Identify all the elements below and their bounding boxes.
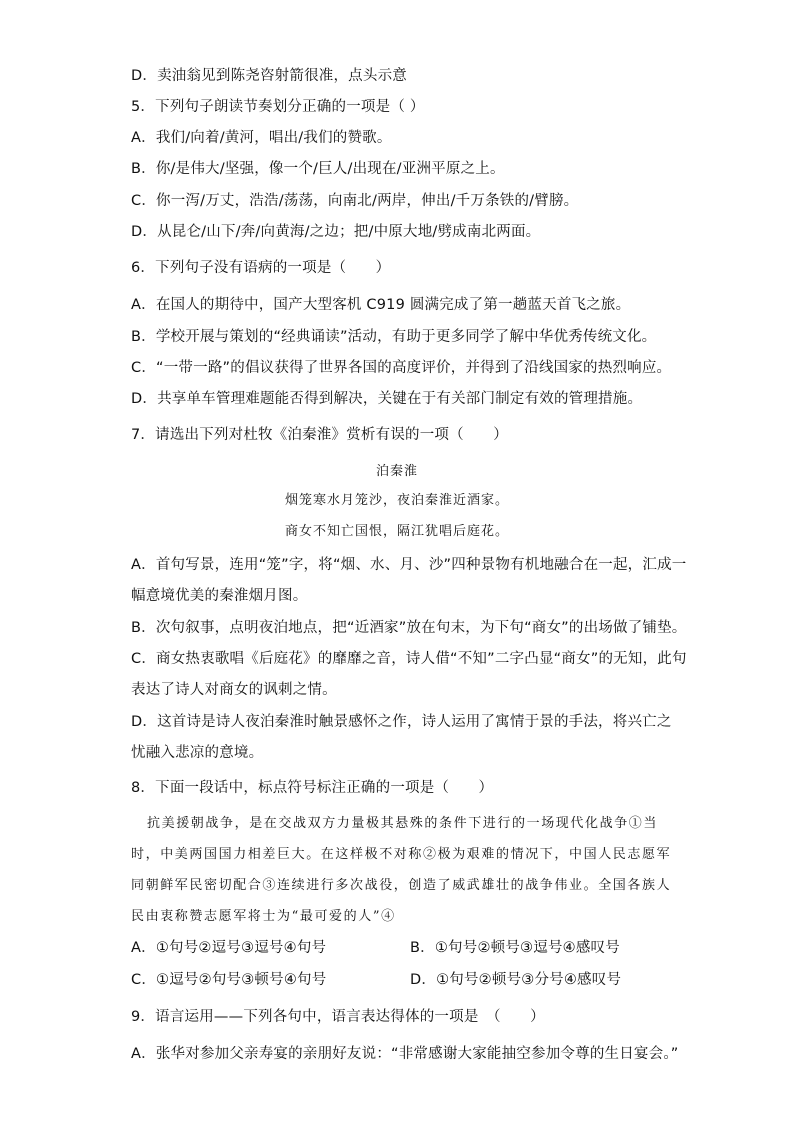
q6-stem: 6．下列句子没有语病的一项是（ ） <box>131 260 391 276</box>
q8-option-b: B．①句号②顿号③逗号④感叹号 <box>410 940 620 956</box>
q8-option-a: A．①句号②逗号③逗号④句号 <box>131 940 327 956</box>
q7-option-d-line2: 忧融入悲凉的意境。 <box>131 745 264 761</box>
q5-option-a: A．我们/向着/黄河，唱出/我们的赞歌。 <box>131 130 392 146</box>
q9-option-a: A．张华对参加父亲寿宴的亲朋好友说：“非常感谢大家能抽空参加令尊的生日宴会。” <box>131 1046 679 1062</box>
q8-option-d: D．①句号②顿号③分号④感叹号 <box>410 972 622 988</box>
poem-line-1: 烟笼寒水月笼沙，夜泊秦淮近酒家。 <box>284 493 509 508</box>
q6-option-b: B．学校开展与策划的“经典诵读”活动，有助于更多同学了解中华优秀传统文化。 <box>131 329 657 345</box>
q8-stem: 8．下面一段话中，标点符号标注正确的一项是（ ） <box>131 780 494 796</box>
poem-title: 泊秦淮 <box>375 464 418 479</box>
q7-option-b: B．次句叙事，点明夜泊地点，把“近酒家”放在句末，为下句“商女”的出场做了铺垫。 <box>131 620 687 636</box>
q5-option-d: D．从昆仑/山下/奔/向黄海/之边；把/中原大地/劈成南北两面。 <box>131 224 541 240</box>
q8-passage-line1: 抗美援朝战争，是在交战双方力量极其悬殊的条件下进行的一场现代化战争①当 <box>147 816 659 831</box>
q5-option-b: B．你/是伟大/坚强，像一个/巨人/出现在/亚洲平原之上。 <box>131 161 505 177</box>
q5-option-c: C．你一泻/万丈，浩浩/荡荡，向南北/两岸，伸出/千万条铁的/臂膀。 <box>131 193 579 209</box>
q8-passage-line3: 同朝鲜军民密切配合③连续进行多次战役，创造了威武雄壮的战争伟业。全国各族人 <box>131 878 672 893</box>
q6-option-d: D．共享单车管理难题能否得到解决，关键在于有关部门制定有效的管理措施。 <box>131 391 643 407</box>
poem-line-2: 商女不知亡国恨，隔江犹唱后庭花。 <box>284 524 509 539</box>
q9-stem: 9．语言运用——下列各句中，语言表达得体的一项是 （ ） <box>131 1009 545 1025</box>
q7-option-a-line2: 幅意境优美的秦淮烟月图。 <box>131 588 308 604</box>
q8-passage-line4: 民由衷称赞志愿军将士为“最可爱的人”④ <box>131 909 396 924</box>
q6-option-c: C．“一带一路”的倡议获得了世界各国的高度评价，并得到了沿线国家的热烈响应。 <box>131 360 672 376</box>
q8-option-c: C．①逗号②句号③顿号④句号 <box>131 972 327 988</box>
q6-option-a: A．在国人的期待中，国产大型客机 C919 圆满完成了第一趟蓝天首飞之旅。 <box>131 297 631 313</box>
q7-option-c-line1: C．商女热衷歌唱《后庭花》的靡靡之音，诗人借“不知”二字凸显“商女”的无知，此句 <box>131 651 687 667</box>
q7-stem: 7．请选出下列对杜牧《泊秦淮》赏析有误的一项（ ） <box>131 427 508 443</box>
q7-option-d-line1: D．这首诗是诗人夜泊秦淮时触景感怀之作，诗人运用了寓情于景的手法，将兴亡之 <box>131 714 672 730</box>
q8-passage-line2: 时，中美两国国力相差巨大。在这样极不对称②极为艰难的情况下，中国人民志愿军 <box>131 847 672 862</box>
q5-stem: 5．下列句子朗读节奏划分正确的一项是（ ） <box>131 99 425 115</box>
q4-option-d: D．卖油翁见到陈尧咨射箭很准，点头示意 <box>131 68 407 84</box>
q7-option-a-line1: A．首句写景，连用“笼”字，将“烟、水、月、沙”四种景物有机地融合在一起，汇成一 <box>131 557 687 573</box>
q7-option-c-line2: 表达了诗人对商女的讽刺之情。 <box>131 682 337 698</box>
